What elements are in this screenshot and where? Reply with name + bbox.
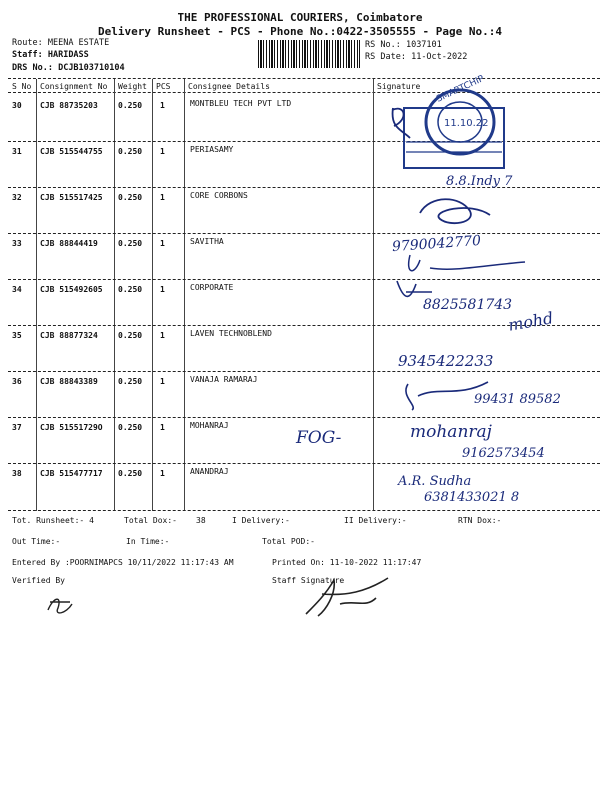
row-sno: 34 [12, 285, 22, 294]
col-sno: S No [12, 82, 32, 91]
route-label: Route: [12, 38, 43, 48]
row-pcs: 1 [160, 377, 165, 386]
table-bottom-rule [8, 510, 600, 511]
row-consignment: CJB 515517425 [40, 193, 103, 202]
hw-row36-a: 9345422233 [398, 352, 494, 370]
drs-line [12, 63, 125, 73]
row-rule [8, 417, 600, 418]
row-consignee: LAVEN TECHNOBLEND [190, 329, 272, 338]
row-consignment: CJB 88877324 [40, 331, 98, 340]
row-sno: 31 [12, 147, 22, 156]
ii-delivery: II Delivery:- [344, 516, 407, 525]
rs-no-label: RS No.: [365, 40, 401, 50]
row-sno: 32 [12, 193, 22, 202]
hw-row35: mohd [506, 308, 555, 335]
row-consignment: CJB 515544755 [40, 147, 103, 156]
row-pcs: 1 [160, 101, 165, 110]
row-pcs: 1 [160, 193, 165, 202]
drs-value: DCJB103710104 [58, 63, 125, 73]
row-consignee: ANANDRAJ [190, 467, 229, 476]
signature-stroke [392, 108, 410, 138]
in-time: In Time:- [126, 537, 170, 546]
row-consignee: MONTBLEU TECH PVT LTD [190, 99, 292, 108]
row-pcs: 1 [160, 285, 165, 294]
hw-row37-phone: 9162573454 [462, 446, 545, 461]
staff-value: HARIDASS [47, 50, 89, 60]
drs-label: DRS No.: [12, 63, 53, 73]
row-pcs: 1 [160, 469, 165, 478]
signature-stroke [397, 281, 432, 296]
row-pcs: 1 [160, 147, 165, 156]
hw-row38-b: 6381433021 8 [424, 490, 520, 505]
row-consignment: CJB 515477717 [40, 469, 103, 478]
route-value: MEENA ESTATE [47, 38, 110, 48]
printed-on: Printed On: 11-10-2022 11:17:47 [272, 558, 422, 567]
staff-label: Staff: [12, 50, 43, 60]
hw-row34: 8825581743 [423, 297, 513, 313]
col-divider [184, 79, 185, 511]
verifier-signature [40, 590, 80, 620]
row-rule [8, 233, 600, 234]
row-sno: 30 [12, 101, 22, 110]
row-weight: 0.250 [118, 239, 143, 248]
signature-stroke [420, 199, 490, 223]
row-consignee: VANAJA RAMARAJ [190, 375, 258, 384]
signature-stroke [48, 599, 72, 613]
row-rule [8, 371, 600, 372]
col-divider [36, 79, 37, 511]
row-consignee: CORPORATE [190, 283, 234, 292]
row-sno: 36 [12, 377, 22, 386]
signature-stroke [306, 578, 388, 616]
rs-date-label: RS Date: [365, 52, 406, 62]
hw-row33: 9790042770 [391, 232, 482, 256]
row-consignee: CORE CORBONS [190, 191, 248, 200]
row-sno: 33 [12, 239, 22, 248]
rs-date-line [365, 52, 467, 62]
hw-row38-a: A.R. Sudha [398, 474, 472, 489]
company-title: THE PROFESSIONAL COURIERS, Coimbatore [177, 11, 423, 24]
rs-no-line [365, 40, 442, 50]
rtn-dox: RTN Dox:- [458, 516, 502, 525]
route-line [12, 38, 109, 48]
col-signature: Signature [377, 82, 421, 91]
col-consignee: Consignee Details [188, 82, 270, 91]
row-consignment: CJB 51551729O [40, 423, 103, 432]
row-weight: 0.250 [118, 423, 143, 432]
row-sno: 37 [12, 423, 22, 432]
barcode [258, 40, 360, 68]
row-consignment: CJB 88735203 [40, 101, 98, 110]
row-consignee: PERIASAMY [190, 145, 234, 154]
total-dox-value: 38 [196, 516, 206, 525]
hw-row31: 8.8.Indy 7 [446, 174, 513, 189]
row-consignee: SAVITHA [190, 237, 224, 246]
row-weight: 0.250 [118, 147, 143, 156]
row-consignment: CJB 88844419 [40, 239, 98, 248]
hw-row37: mohanraj [410, 422, 492, 442]
signature-stroke [409, 255, 525, 271]
row30-signature [388, 98, 418, 143]
row-consignment: CJB 88843389 [40, 377, 98, 386]
staff-line [12, 50, 89, 60]
col-divider [373, 79, 374, 511]
i-delivery: I Delivery:- [232, 516, 290, 525]
row-pcs: 1 [160, 423, 165, 432]
col-pcs: PCS [156, 82, 171, 91]
row-weight: 0.250 [118, 469, 143, 478]
col-divider [152, 79, 153, 511]
verified-by: Verified By [12, 576, 65, 585]
hw-row37-note: FOG- [296, 428, 342, 448]
total-dox-label: Total Dox:- [124, 516, 177, 525]
out-time: Out Time:- [12, 537, 61, 546]
row-weight: 0.250 [118, 377, 143, 386]
row-pcs: 1 [160, 239, 165, 248]
total-pod: Total POD:- [262, 537, 315, 546]
rs-date-value: 11-Oct-2022 [411, 52, 468, 62]
rs-no-value: 1037101 [405, 40, 442, 50]
runsheet-subtitle: Delivery Runsheet - PCS - Phone No.:0422-3505555 - Page No.:4 [98, 25, 502, 38]
staff-signature [296, 574, 396, 624]
stamp-text: SMARTCHIP [435, 73, 486, 105]
row32-signature [410, 193, 500, 233]
col-divider [114, 79, 115, 511]
entered-by: Entered By :POORNIMAPCS 10/11/2022 11:17:43 AM [12, 558, 234, 567]
table-top-rule [8, 78, 600, 79]
row-sno: 35 [12, 331, 22, 340]
row-rule [8, 463, 600, 464]
row-weight: 0.250 [118, 193, 143, 202]
row-consignment: CJB 515492605 [40, 285, 103, 294]
row-pcs: 1 [160, 331, 165, 340]
staff-signature-label: Staff Signature [272, 576, 345, 585]
row-sno: 38 [12, 469, 22, 478]
stamp-lines [406, 142, 502, 152]
hw-row36-b: 99431 89582 [474, 392, 561, 407]
row-consignee: MOHANRAJ [190, 421, 229, 430]
col-weight: Weight [118, 82, 147, 91]
row-weight: 0.250 [118, 101, 143, 110]
row-weight: 0.250 [118, 331, 143, 340]
row-weight: 0.250 [118, 285, 143, 294]
tot-runsheet: Tot. Runsheet:- 4 [12, 516, 94, 525]
stamp-date: 11.10.22 [444, 118, 489, 129]
col-consignment: Consignment No [40, 82, 108, 91]
